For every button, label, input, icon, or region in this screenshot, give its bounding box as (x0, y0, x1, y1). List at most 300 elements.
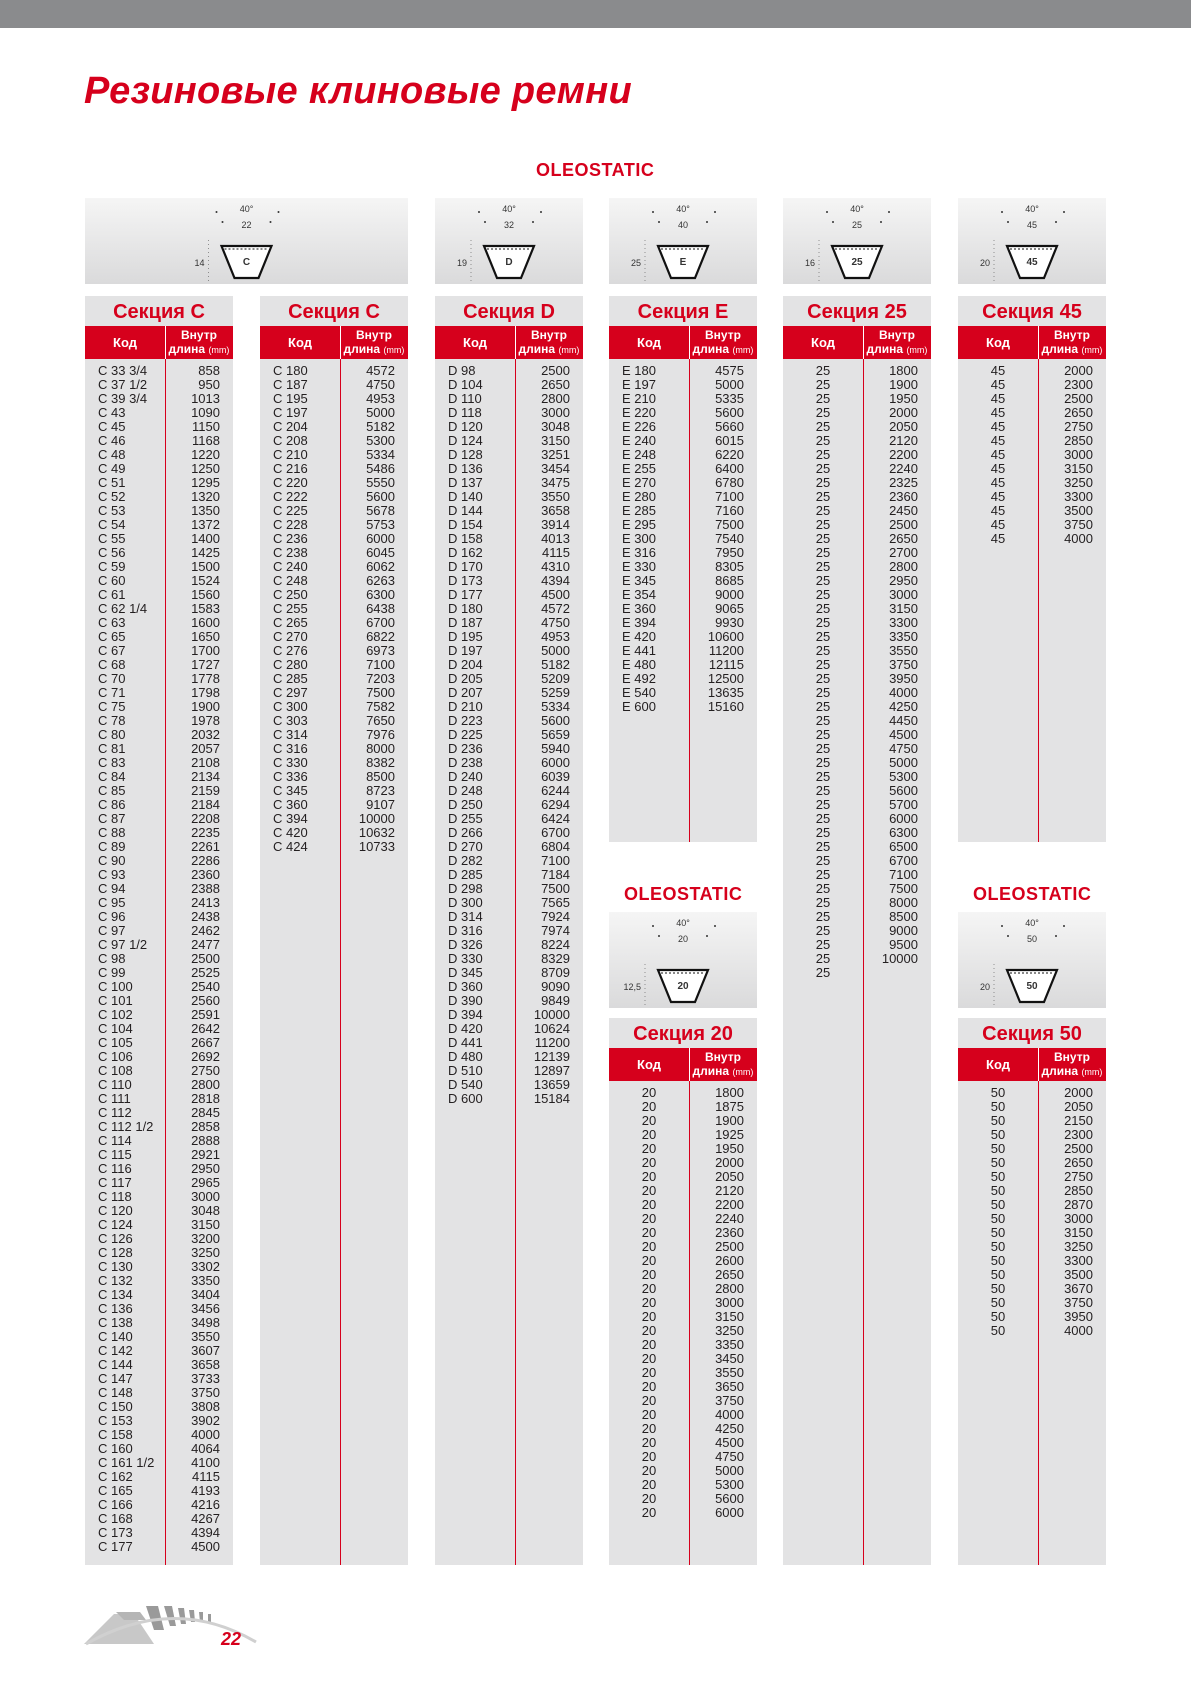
table-row (85, 1134, 233, 1148)
table-row (609, 1394, 757, 1408)
belt-length: 2591 (191, 1007, 220, 1022)
belt-length: 4000 (1064, 531, 1093, 546)
table-row (85, 630, 233, 644)
belt-code: 20 (641, 1309, 657, 1324)
belt-length: 2360 (889, 489, 918, 504)
table-row (435, 448, 583, 462)
belt-code: E 420 (622, 629, 656, 644)
belt-code: 45 (990, 363, 1006, 378)
table-row (85, 364, 233, 378)
column-header-length (863, 328, 931, 357)
table-row (783, 672, 931, 686)
belt-code: 50 (990, 1141, 1006, 1156)
belt-code: 25 (815, 881, 831, 896)
belt-length: 6000 (541, 755, 570, 770)
belt-code: C 114 (98, 1133, 132, 1148)
belt-code: 25 (815, 419, 831, 434)
belt-code: E 280 (622, 489, 656, 504)
table-row (783, 938, 931, 952)
belt-code: 50 (990, 1197, 1006, 1212)
belt-code: D 162 (448, 545, 483, 560)
belt-code: C 62 1/4 (98, 601, 148, 616)
belt-length: 10000 (881, 951, 918, 966)
table-row (435, 686, 583, 700)
belt-code: 25 (815, 447, 831, 462)
table-row (783, 714, 931, 728)
table-row (85, 700, 233, 714)
belt-length: 2525 (191, 965, 220, 980)
belt-code: 20 (641, 1155, 657, 1170)
table-row (609, 616, 757, 630)
belt-length: 6400 (715, 461, 744, 476)
table-row (85, 434, 233, 448)
belt-code: C 162 (98, 1469, 133, 1484)
belt-length: 6700 (541, 825, 570, 840)
table-row (435, 672, 583, 686)
belt-length: 1727 (191, 657, 220, 672)
belt-code: 45 (990, 447, 1006, 462)
brand-label: OLEOSTATIC (624, 884, 743, 904)
belt-length: 8382 (366, 755, 395, 770)
belt-profile-diagram-25 (783, 198, 931, 284)
table-row (435, 868, 583, 882)
table-row (435, 364, 583, 378)
belt-code: C 297 (273, 685, 308, 700)
belt-code: C 303 (273, 713, 308, 728)
belt-code: C 97 (98, 923, 126, 938)
belt-length: 2700 (889, 545, 918, 560)
belt-length: 2000 (889, 405, 918, 420)
belt-length: 5000 (889, 755, 918, 770)
table-row (783, 588, 931, 602)
belt-length: 5600 (715, 1491, 744, 1506)
belt-length: 1700 (191, 643, 220, 658)
belt-code: 25 (815, 839, 831, 854)
belt-profile-drawing (783, 198, 931, 284)
column-header-length-line2 (689, 1064, 757, 1079)
belt-length: 4572 (366, 363, 395, 378)
belt-length: 9930 (715, 615, 744, 630)
belt-length: 2650 (715, 1267, 744, 1282)
belt-length: 5000 (366, 405, 395, 420)
table-row (85, 728, 233, 742)
belt-length: 3750 (191, 1385, 220, 1400)
table-row (260, 770, 408, 784)
belt-code: 25 (815, 909, 831, 924)
belt-length: 5600 (889, 783, 918, 798)
belt-length: 4953 (366, 391, 395, 406)
belt-length: 2500 (191, 951, 220, 966)
belt-length: 6300 (889, 825, 918, 840)
dimension-tick (888, 211, 890, 213)
belt-code: D 98 (448, 363, 476, 378)
belt-code: C 54 (98, 517, 126, 532)
belt-code: 20 (641, 1183, 657, 1198)
belt-code: C 104 (98, 1021, 133, 1036)
belt-code: D 177 (448, 587, 483, 602)
belt-code: E 180 (622, 363, 656, 378)
belt-code: D 390 (448, 993, 483, 1008)
belt-code: E 240 (622, 433, 656, 448)
belt-length: 10632 (358, 825, 395, 840)
column-header-length-line1: Внутр (1054, 328, 1090, 342)
table-row (783, 742, 931, 756)
table-row (435, 476, 583, 490)
belt-code: D 170 (448, 559, 483, 574)
height-label: 12,5 (623, 982, 641, 992)
belt-length: 1560 (191, 587, 220, 602)
belt-code: E 300 (622, 531, 656, 546)
table-row (435, 1036, 583, 1050)
belt-code: C 101 (98, 993, 133, 1008)
profile-label: D (505, 257, 513, 268)
belt-code: D 236 (448, 741, 483, 756)
belt-code: C 134 (98, 1287, 133, 1302)
table-row (260, 518, 408, 532)
table-row (85, 1302, 233, 1316)
table-row (260, 490, 408, 504)
belt-code: 25 (815, 377, 831, 392)
belt-code: C 336 (273, 769, 308, 784)
belt-code: D 154 (448, 517, 483, 532)
table-row (609, 1268, 757, 1282)
belt-length: 3454 (541, 461, 570, 476)
belt-length: 8329 (541, 951, 570, 966)
belt-code: C 61 (98, 587, 126, 602)
table-row (435, 742, 583, 756)
belt-code: C 70 (98, 671, 126, 686)
table-row (85, 882, 233, 896)
table-row (85, 1148, 233, 1162)
belt-code: C 118 (98, 1189, 132, 1204)
belt-code: 25 (815, 867, 831, 882)
belt-length: 5000 (715, 377, 744, 392)
belt-code: 25 (815, 811, 831, 826)
table-row (85, 546, 233, 560)
height-label: 16 (804, 258, 815, 268)
table-row (85, 1092, 233, 1106)
table-row (958, 1254, 1106, 1268)
angle-label: 40° (676, 204, 690, 214)
belt-code: 25 (815, 853, 831, 868)
belt-length: 2650 (1064, 405, 1093, 420)
belt-code: C 115 (98, 1147, 132, 1162)
belt-length: 2413 (191, 895, 220, 910)
belt-code: C 85 (98, 783, 126, 798)
table-row (783, 756, 931, 770)
belt-length: 4500 (715, 1435, 744, 1450)
belt-length: 5300 (366, 433, 395, 448)
belt-length: 9090 (541, 979, 570, 994)
belt-length: 6780 (715, 475, 744, 490)
belt-code: C 128 (98, 1245, 133, 1260)
belt-profile-diagram-50 (958, 912, 1106, 1008)
belt-length: 1900 (715, 1113, 744, 1128)
belt-length: 4500 (541, 587, 570, 602)
table-row (435, 658, 583, 672)
table-row (609, 392, 757, 406)
belt-length: 4000 (889, 685, 918, 700)
table-row (435, 518, 583, 532)
table-row (260, 644, 408, 658)
height-label: 25 (630, 258, 641, 268)
belt-length: 2184 (191, 797, 220, 812)
belt-code: C 150 (98, 1399, 133, 1414)
belt-length: 3350 (889, 629, 918, 644)
column-header-length-line1: Внутр (705, 1050, 741, 1064)
belt-length: 2750 (1064, 419, 1093, 434)
belt-length: 6244 (541, 783, 570, 798)
belt-code: E 441 (622, 643, 656, 658)
belt-code: E 600 (622, 699, 656, 714)
belt-length: 6000 (366, 531, 395, 546)
belt-length: 4193 (191, 1483, 220, 1498)
belt-length: 3658 (191, 1357, 220, 1372)
belt-code: 25 (815, 489, 831, 504)
top-bar (0, 0, 1191, 28)
table-row (958, 490, 1106, 504)
column-header-length-line2 (515, 342, 583, 357)
belt-length: 5300 (715, 1477, 744, 1492)
belt-code: D 600 (448, 1091, 483, 1106)
belt-code: C 112 (98, 1105, 132, 1120)
table-row (85, 574, 233, 588)
table-row (609, 1296, 757, 1310)
table-row (85, 994, 233, 1008)
belt-code: C 112 1/2 (98, 1119, 154, 1134)
belt-length: 2540 (191, 979, 220, 994)
belt-code: D 420 (448, 1021, 483, 1036)
belt-code: E 316 (622, 545, 656, 560)
table-row (260, 462, 408, 476)
belt-code: C 161 1/2 (98, 1455, 155, 1470)
belt-length: 2300 (1064, 1127, 1093, 1142)
angle-label: 40° (239, 204, 254, 214)
table-row (435, 1050, 583, 1064)
table-row (783, 910, 931, 924)
height-label: 14 (194, 258, 205, 268)
belt-length: 6294 (541, 797, 570, 812)
belt-code: C 67 (98, 643, 126, 658)
table-row (783, 574, 931, 588)
belt-code: C 132 (98, 1273, 133, 1288)
column-header-length-word: длина (343, 342, 381, 356)
belt-length: 4250 (889, 699, 918, 714)
dimension-tick (222, 221, 224, 223)
belt-length: 1800 (889, 363, 918, 378)
belt-code: C 160 (98, 1441, 133, 1456)
table-row (85, 686, 233, 700)
belt-code: 20 (641, 1351, 657, 1366)
table-row (260, 560, 408, 574)
belt-length: 2650 (889, 531, 918, 546)
belt-length: 1798 (191, 685, 220, 700)
belt-code: 20 (641, 1267, 657, 1282)
belt-code: C 330 (273, 755, 308, 770)
belt-code: C 204 (273, 419, 308, 434)
height-label: 20 (979, 258, 990, 268)
table-row (783, 896, 931, 910)
belt-profile-diagram-e (609, 198, 757, 284)
column-header-length-line1: Внутр (879, 328, 915, 342)
table-row (435, 728, 583, 742)
table-row (958, 1114, 1106, 1128)
table-row (958, 1296, 1106, 1310)
belt-code: C 48 (98, 447, 126, 462)
section-table-25 (783, 296, 931, 1565)
table-row (435, 378, 583, 392)
belt-length: 6822 (366, 629, 395, 644)
table-row (435, 588, 583, 602)
belt-length: 3150 (1064, 1225, 1093, 1240)
belt-code: C 177 (98, 1539, 133, 1554)
table-row (435, 980, 583, 994)
table-row (609, 574, 757, 588)
belt-code: 20 (641, 1407, 657, 1422)
belt-length: 7924 (541, 909, 570, 924)
table-row (958, 1086, 1106, 1100)
belt-length: 2462 (191, 923, 220, 938)
table-row (85, 588, 233, 602)
belt-length: 1350 (191, 503, 220, 518)
table-row (609, 546, 757, 560)
table-row (609, 504, 757, 518)
belt-code: C 126 (98, 1231, 133, 1246)
table-row (958, 406, 1106, 420)
top-width-label: 40 (677, 220, 689, 230)
belt-length: 8685 (715, 573, 744, 588)
table-row (609, 1156, 757, 1170)
top-width-label: 45 (1026, 220, 1038, 230)
belt-code: 20 (641, 1449, 657, 1464)
belt-length: 6062 (366, 559, 395, 574)
belt-length: 4267 (191, 1511, 220, 1526)
table-row (85, 1540, 233, 1554)
belt-code: C 285 (273, 671, 308, 686)
table-row (783, 644, 931, 658)
belt-code: C 314 (273, 727, 308, 742)
belt-code: C 148 (98, 1385, 133, 1400)
belt-length: 4000 (191, 1427, 220, 1442)
belt-code: 50 (990, 1323, 1006, 1338)
belt-length: 2750 (1064, 1169, 1093, 1184)
column-header-code: Код (637, 335, 661, 350)
belt-code: 45 (990, 517, 1006, 532)
table-row (783, 378, 931, 392)
belt-code: D 120 (448, 419, 483, 434)
belt-length: 3150 (191, 1217, 220, 1232)
table-row (435, 952, 583, 966)
belt-length: 6424 (541, 811, 570, 826)
column-header-code: Код (113, 335, 137, 350)
table-row (958, 532, 1106, 546)
section-table-d (435, 296, 583, 1565)
table-row (85, 420, 233, 434)
belt-length: 3250 (191, 1245, 220, 1260)
dimension-tick (1063, 925, 1065, 927)
table-row (783, 882, 931, 896)
belt-length: 4394 (191, 1525, 220, 1540)
table-row (260, 756, 408, 770)
table-row (85, 1120, 233, 1134)
belt-length: 5182 (366, 419, 395, 434)
belt-code: C 99 (98, 965, 126, 980)
belt-length: 1250 (191, 461, 220, 476)
belt-length: 7500 (541, 881, 570, 896)
belt-length: 9500 (889, 937, 918, 952)
belt-length: 2235 (191, 825, 220, 840)
table-row (609, 378, 757, 392)
belt-length: 5209 (541, 671, 570, 686)
belt-length: 7184 (541, 867, 570, 882)
belt-length: 3048 (191, 1203, 220, 1218)
brand-label: OLEOSTATIC (536, 160, 655, 180)
table-row (435, 490, 583, 504)
table-row (609, 1464, 757, 1478)
table-row (435, 462, 583, 476)
belt-code: 50 (990, 1281, 1006, 1296)
table-row (85, 742, 233, 756)
table-header (85, 326, 233, 359)
dimension-tick (1007, 221, 1009, 223)
dimension-tick (1055, 935, 1057, 937)
belt-code: C 142 (98, 1343, 133, 1358)
table-row (783, 812, 931, 826)
belt-code: C 138 (98, 1315, 133, 1330)
belt-length: 5000 (715, 1463, 744, 1478)
belt-code: D 360 (448, 979, 483, 994)
belt-code: D 197 (448, 643, 483, 658)
belt-length: 1425 (191, 545, 220, 560)
belt-length: 4450 (889, 713, 918, 728)
belt-code: C 51 (98, 475, 126, 490)
belt-code: 45 (990, 531, 1006, 546)
belt-code: D 394 (448, 1007, 483, 1022)
belt-code: 25 (815, 699, 831, 714)
dimension-tick (278, 211, 280, 213)
belt-code: D 223 (448, 713, 483, 728)
table-row (783, 924, 931, 938)
belt-code: E 226 (622, 419, 656, 434)
belt-code: 20 (641, 1099, 657, 1114)
belt-length: 6804 (541, 839, 570, 854)
belt-length: 3250 (1064, 475, 1093, 490)
belt-length: 3950 (1064, 1309, 1093, 1324)
table-row (783, 602, 931, 616)
belt-code: 45 (990, 377, 1006, 392)
table-row (85, 1078, 233, 1092)
table-row (609, 1310, 757, 1324)
belt-length: 5300 (889, 769, 918, 784)
belt-code: 20 (641, 1113, 657, 1128)
belt-code: E 220 (622, 405, 656, 420)
table-row (85, 1176, 233, 1190)
table-row (783, 434, 931, 448)
dimension-tick (652, 925, 654, 927)
belt-code: 50 (990, 1211, 1006, 1226)
belt-code: D 204 (448, 657, 483, 672)
table-row (85, 644, 233, 658)
belt-code: 50 (990, 1225, 1006, 1240)
table-row (435, 812, 583, 826)
belt-length: 5700 (889, 797, 918, 812)
belt-code: C 100 (98, 979, 133, 994)
belt-length: 9000 (715, 587, 744, 602)
belt-code: C 420 (273, 825, 308, 840)
column-header-unit: (mm) (1081, 345, 1103, 355)
belt-length: 1090 (191, 405, 220, 420)
dimension-tick (706, 221, 708, 223)
